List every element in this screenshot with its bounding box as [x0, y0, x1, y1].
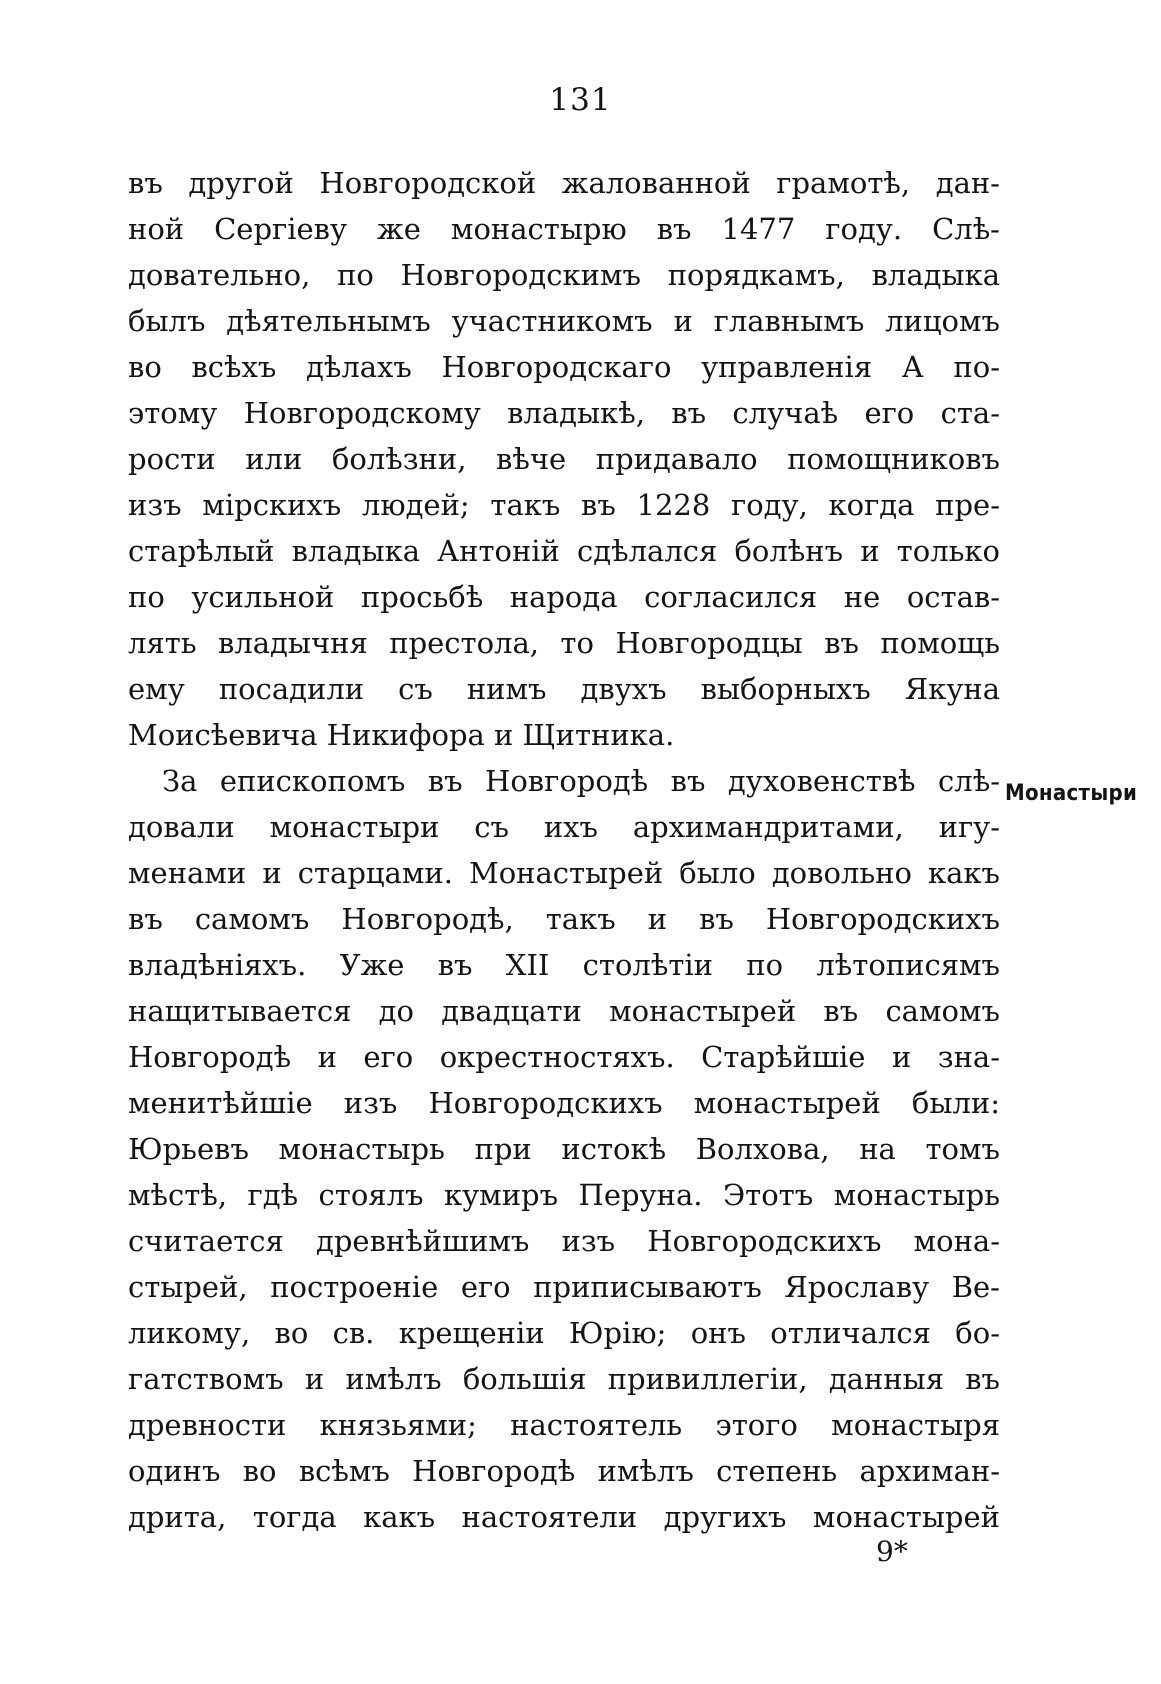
text-line: гатствомъ и имѣлъ большія привиллегіи, данныя въ [128, 1362, 1000, 1396]
text-line: довали монастыри съ ихъ архимандритами, игу- [128, 810, 1000, 844]
text-line: менитѣйшіе изъ Новгородскихъ монастырей были: [128, 1086, 1000, 1120]
text-line: Новгородѣ и его окрестностяхъ. Старѣйшіе и зна- [128, 1040, 1000, 1074]
text-line: считается древнѣйшимъ изъ Новгородскихъ мона- [128, 1224, 1000, 1258]
text-line: былъ дѣятельнымъ участникомъ и главнымъ лицомъ [128, 304, 1000, 338]
text-line: довательно, по Новгородскимъ порядкамъ, владыка [128, 258, 1000, 292]
text-line: во всѣхъ дѣлахъ Новгородскаго управленія А по- [128, 350, 1000, 384]
text-line: Юрьевъ монастырь при истокѣ Волхова, на томъ [128, 1132, 1000, 1166]
text-line: по усильной просьбѣ народа согласился не остав- [128, 580, 1000, 614]
text-line: мѣстѣ, гдѣ стоялъ кумиръ Перуна. Этотъ монастырь [128, 1178, 1000, 1212]
text-line: владѣніяхъ. Уже въ XII столѣтіи по лѣтописямъ [128, 948, 1000, 982]
text-line: въ самомъ Новгородѣ, такъ и въ Новгородскихъ [128, 902, 1000, 936]
text-line: лять владычня престола, то Новгородцы въ помощь [128, 626, 1000, 660]
text-line: ликому, во св. крещеніи Юрію; онъ отличался бо- [128, 1316, 1000, 1350]
text-line: стырей, построеніе его приписываютъ Ярославу Ве- [128, 1270, 1000, 1304]
marginal-note: Монастыри [1005, 781, 1138, 806]
text-line: дрита, тогда какъ настоятели другихъ монастырей [128, 1500, 1000, 1534]
text-line: нащитывается до двадцати монастырей въ самомъ [128, 994, 1000, 1028]
text-line: старѣлый владыка Антоній сдѣлался болѣнъ и только [128, 534, 1000, 568]
text-line: рости или болѣзни, вѣче придавало помощниковъ [128, 442, 1000, 476]
signature-mark: 9* [876, 1535, 908, 1568]
text-line: ему посадили съ нимъ двухъ выборныхъ Якуна [128, 672, 1000, 706]
page-number: 131 [549, 82, 612, 118]
text-line: За епископомъ въ Новгородѣ въ духовенствѣ слѣ- [162, 764, 1000, 798]
body-text [128, 160, 1000, 1540]
text-line: одинъ во всѣмъ Новгородѣ имѣлъ степень архиман- [128, 1454, 1000, 1488]
text-line: этому Новгородскому владыкѣ, въ случаѣ его ста- [128, 396, 1000, 430]
text-line: менами и старцами. Монастырей было довольно какъ [128, 856, 1000, 890]
text-line: древности князьями; настоятель этого монастыря [128, 1408, 1000, 1442]
text-line: въ другой Новгородской жалованной грамотѣ, дан- [128, 166, 1000, 200]
text-line: изъ мірскихъ людей; такъ въ 1228 году, когда пре- [128, 488, 1000, 522]
text-line: Моисѣевича Никифора и Щитника. [128, 718, 675, 752]
text-line: ной Сергіеву же монастырю въ 1477 году. Слѣ- [128, 212, 1000, 246]
